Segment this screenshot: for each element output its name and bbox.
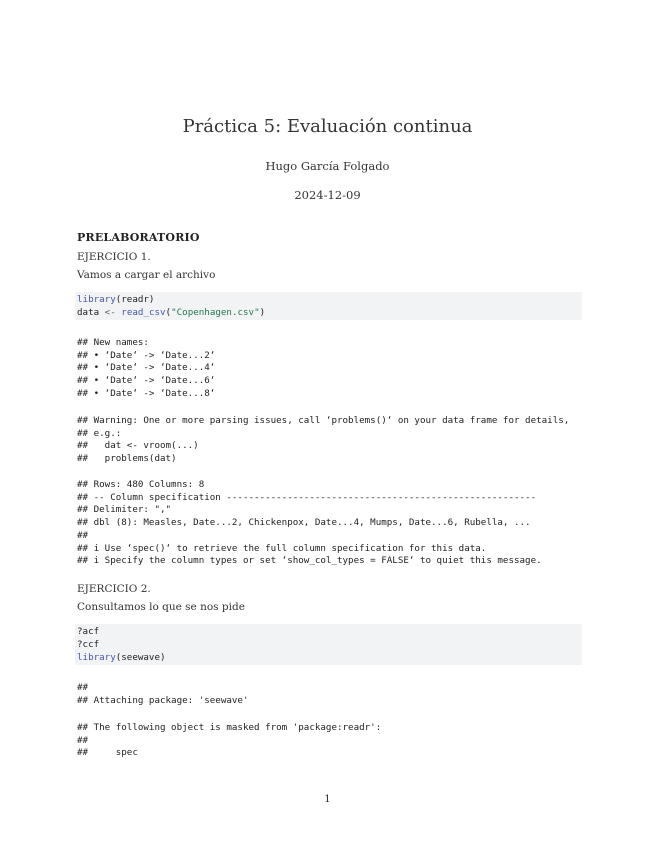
console-output-masked: ## The following object is masked from 'package:readr': ## ## spec [77,722,382,759]
code-string: "Copenhagen.csv" [171,307,260,318]
code-function: library [77,294,116,305]
console-output-warning: ## Warning: One or more parsing issues, call ‘problems()‘ on your data frame for details, ## e.g.: ## dat <- vroom(...) ## problems(dat) [77,415,570,465]
code-operator: <- [104,307,116,318]
document-title: Práctica 5: Evaluación continua [182,116,473,137]
console-output-new-names: ## New names: ## • ‘Date‘ -> ‘Date...2‘ ## • ‘Date‘ -> ‘Date...4‘ ## • ‘Date‘ -> ‘Date...6‘ ## • ‘Date‘ -> ‘Date...8‘ [77,337,216,399]
document-date: 2024-12-09 [294,188,361,202]
exercise-1-text: Vamos a cargar el archivo [77,269,216,281]
section-heading: PRELABORATORIO [77,231,200,244]
code-text: (readr) [115,294,155,305]
exercise-2-text: Consultamos lo que se nos pide [77,601,245,613]
code-text: ?acf [77,626,100,637]
code-text: data [77,307,105,318]
page-number: 1 [324,793,331,805]
exercise-2-heading: EJERCICIO 2. [77,583,151,595]
code-block-1 [75,292,582,320]
exercise-1-heading: EJERCICIO 1. [77,251,151,263]
code-text: ) [259,307,266,318]
document-author: Hugo García Folgado [265,159,390,173]
code-text: ?ccf [77,639,100,650]
code-function: library [77,652,116,663]
code-text: ( [165,307,172,318]
console-output-attach: ## ## Attaching package: 'seewave' [77,682,249,706]
code-text: (seewave) [115,652,166,663]
code-block-2 [75,624,582,665]
console-output-column-spec: ## Rows: 480 Columns: 8 ## -- Column specification -------------------------------------------------------- ## Delimiter: "," ## dbl (8): Measles, Date...2, Chickenpox, Date...4, Mumps, Date...6, Rubella, ... ## ## i Use ‘spec()‘ to retrieve the full column specification for this data. ## i Specify the column types or set ‘show_col_types = FALSE‘ to quiet this message. [77,479,542,567]
code-function: read_csv [115,307,166,318]
